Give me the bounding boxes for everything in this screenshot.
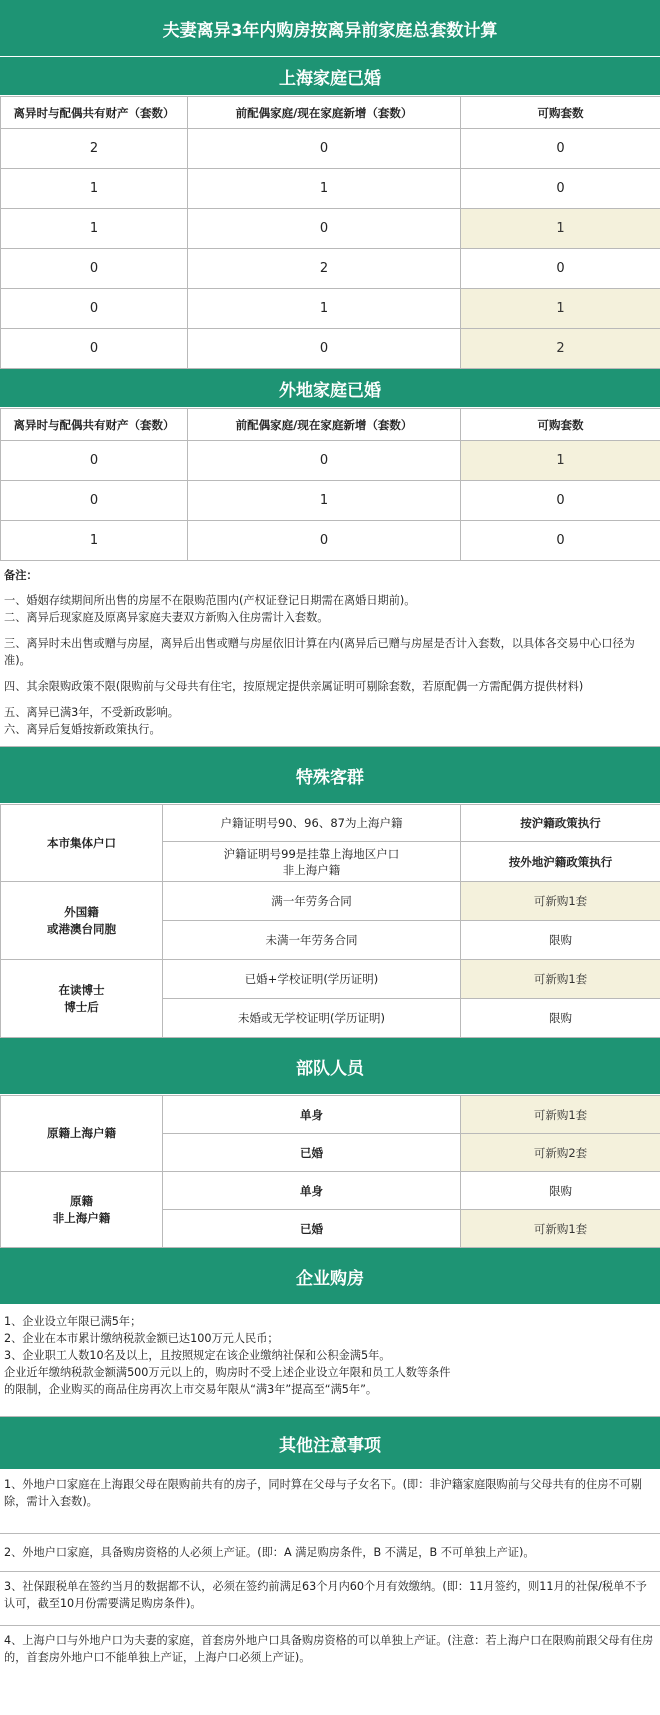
table-cell: 0 bbox=[1, 289, 188, 329]
corporate-line: 企业近年缴纳税款金额满500万元以上的，购房时不受上述企业设立年限和员工人数等条件 bbox=[4, 1366, 451, 1379]
column-header: 离异时与配偶共有财产（套数） bbox=[1, 97, 188, 129]
table-cell: 2 bbox=[1, 129, 188, 169]
column-header: 可购套数 bbox=[461, 97, 660, 129]
table-row bbox=[1, 329, 660, 369]
group-label-line: 在读博士 bbox=[58, 982, 105, 997]
result-cell-highlight: 可新购1套 bbox=[461, 1096, 660, 1134]
table-row bbox=[1, 481, 660, 521]
group-label: 本市集体户口 bbox=[1, 805, 163, 882]
table-cell: 0 bbox=[461, 169, 660, 209]
special-table bbox=[0, 804, 660, 1038]
table-cell: 1 bbox=[188, 481, 461, 521]
table-cell: 1 bbox=[1, 521, 188, 561]
group-label bbox=[1, 1172, 163, 1248]
table-row bbox=[1, 289, 660, 329]
table-row bbox=[1, 249, 660, 289]
other-item: 3、社保跟税单在签约当月的数据都不认，必须在签约前满足63个月内60个月有效缴纳。(即：11月签约，则11月的社保/税单不予认可，截至10月份需要满足购房条件)。 bbox=[0, 1572, 660, 1626]
table-cell: 1 bbox=[1, 209, 188, 249]
table-cell: 1 bbox=[188, 169, 461, 209]
table-row bbox=[1, 129, 660, 169]
group-label bbox=[1, 960, 163, 1038]
column-header: 前配偶家庭/现在家庭新增（套数） bbox=[188, 97, 461, 129]
result-cell-highlight: 可新购2套 bbox=[461, 1134, 660, 1172]
table-cell: 0 bbox=[1, 441, 188, 481]
table-row bbox=[1, 209, 660, 249]
corporate-line: 3、企业职工人数10名及以上，且按照规定在该企业缴纳社保和公积金满5年。 bbox=[4, 1349, 391, 1362]
corporate-block bbox=[0, 1305, 660, 1417]
condition-cell: 单身 bbox=[163, 1172, 461, 1210]
section-heading-shanghai: 上海家庭已婚 bbox=[0, 57, 660, 96]
table-cell-highlight: 2 bbox=[461, 329, 660, 369]
table-cell: 0 bbox=[188, 129, 461, 169]
other-item: 2、外地户口家庭，具备购房资格的人必须上产证。(即：A 满足购房条件，B 不满足，B 不可单独上产证)。 bbox=[0, 1534, 660, 1572]
note-item: 五、离异已满3年，不受新政影响。 bbox=[4, 706, 179, 719]
note-item: 一、婚姻存续期间所出售的房屋不在限购范围内(产权证登记日期需在离婚日期前)。 bbox=[4, 594, 416, 607]
result-cell: 限购 bbox=[461, 1172, 660, 1210]
condition-cell: 单身 bbox=[163, 1096, 461, 1134]
corporate-line: 1、企业设立年限已满5年； bbox=[4, 1315, 142, 1328]
table-row bbox=[1, 805, 660, 842]
condition-cell: 户籍证明号90、96、87为上海户籍 bbox=[163, 805, 461, 842]
group-label-line: 外国籍 bbox=[64, 904, 99, 919]
table-cell: 0 bbox=[461, 481, 660, 521]
condition-cell: 未满一年劳务合同 bbox=[163, 921, 461, 960]
note-item: 六、离异后复婚按新政策执行。 bbox=[4, 723, 161, 736]
condition-line: 非上海户籍 bbox=[282, 862, 341, 877]
table-header-row bbox=[1, 97, 660, 129]
column-header: 离异时与配偶共有财产（套数） bbox=[1, 409, 188, 441]
group-label-line: 或港澳台同胞 bbox=[47, 921, 116, 936]
column-header: 可购套数 bbox=[461, 409, 660, 441]
table-cell: 1 bbox=[188, 289, 461, 329]
table-row bbox=[1, 441, 660, 481]
column-header: 前配偶家庭/现在家庭新增（套数） bbox=[188, 409, 461, 441]
result-cell-highlight: 可新购1套 bbox=[461, 1210, 660, 1248]
table-row bbox=[1, 1172, 660, 1210]
condition-cell bbox=[163, 842, 461, 882]
nonlocal-table bbox=[0, 408, 660, 561]
table-cell: 1 bbox=[1, 169, 188, 209]
notes-block bbox=[0, 561, 660, 747]
section-heading-military: 部队人员 bbox=[0, 1038, 660, 1095]
note-item: 三、离异时未出售或赠与房屋，离异后出售或赠与房屋依旧计算在内(离异后已赠与房屋是否计入套数，以具体各交易中心口径为准)。 bbox=[4, 637, 635, 667]
notes-label: 备注： bbox=[4, 569, 38, 582]
condition-cell: 满一年劳务合同 bbox=[163, 882, 461, 921]
table-cell-highlight: 1 bbox=[461, 209, 660, 249]
table-cell: 0 bbox=[1, 481, 188, 521]
page-title: 夫妻离异3年内购房按离异前家庭总套数计算 bbox=[0, 0, 660, 57]
table-row bbox=[1, 521, 660, 561]
table-row bbox=[1, 882, 660, 921]
note-item: 四、其余限购政策不限(限购前与父母共有住宅，按原规定提供亲属证明可剔除套数，若原配偶一方需配偶方提供材料) bbox=[4, 680, 584, 693]
table-cell: 0 bbox=[461, 521, 660, 561]
group-label bbox=[1, 882, 163, 960]
result-cell-highlight: 可新购1套 bbox=[461, 882, 660, 921]
section-heading-other: 其他注意事项 bbox=[0, 1417, 660, 1470]
table-cell: 0 bbox=[188, 329, 461, 369]
table-header-row bbox=[1, 409, 660, 441]
condition-line: 沪籍证明号99是挂靠上海地区户口 bbox=[223, 846, 400, 861]
group-label: 原籍上海户籍 bbox=[1, 1096, 163, 1172]
table-cell: 0 bbox=[1, 329, 188, 369]
table-cell-highlight: 1 bbox=[461, 289, 660, 329]
table-cell: 0 bbox=[1, 249, 188, 289]
shanghai-table bbox=[0, 96, 660, 369]
section-heading-special: 特殊客群 bbox=[0, 747, 660, 804]
table-row bbox=[1, 1096, 660, 1134]
condition-cell: 已婚 bbox=[163, 1210, 461, 1248]
group-label-line: 原籍 bbox=[70, 1193, 93, 1208]
result-cell: 限购 bbox=[461, 921, 660, 960]
result-cell: 限购 bbox=[461, 999, 660, 1038]
group-label-line: 非上海户籍 bbox=[52, 1210, 111, 1225]
condition-cell: 未婚或无学校证明(学历证明) bbox=[163, 999, 461, 1038]
military-table bbox=[0, 1095, 660, 1248]
result-cell-highlight: 可新购1套 bbox=[461, 960, 660, 999]
table-cell: 0 bbox=[188, 441, 461, 481]
condition-cell: 已婚+学校证明(学历证明) bbox=[163, 960, 461, 999]
group-label-line: 博士后 bbox=[64, 999, 99, 1014]
note-item: 二、离异后现家庭及原离异家庭夫妻双方新购入住房需计入套数。 bbox=[4, 611, 329, 624]
result-cell: 按外地沪籍政策执行 bbox=[461, 842, 660, 882]
corporate-line: 2、企业在本市累计缴纳税款金额已达100万元人民币； bbox=[4, 1332, 279, 1345]
table-cell-highlight: 1 bbox=[461, 441, 660, 481]
other-item: 1、外地户口家庭在上海跟父母在限购前共有的房子，同时算在父母与子女名下。(即：非沪籍家庭限购前与父母共有的住房不可剔除，需计入套数)。 bbox=[0, 1470, 660, 1534]
section-heading-nonlocal: 外地家庭已婚 bbox=[0, 369, 660, 408]
table-cell: 0 bbox=[188, 209, 461, 249]
result-cell: 按沪籍政策执行 bbox=[461, 805, 660, 842]
condition-cell: 已婚 bbox=[163, 1134, 461, 1172]
corporate-line: 的限制，企业购买的商品住房再次上市交易年限从“满3年”提高至“满5年”。 bbox=[4, 1383, 378, 1396]
table-row bbox=[1, 960, 660, 999]
table-cell: 0 bbox=[461, 249, 660, 289]
other-item: 4、上海户口与外地户口为夫妻的家庭，首套房外地户口具备购房资格的可以单独上产证。(注意：若上海户口在限购前跟父母有住房的，首套房外地户口不能单独上产证，上海户口必须上产证)。 bbox=[4, 1634, 654, 1664]
section-heading-corporate: 企业购房 bbox=[0, 1248, 660, 1305]
table-cell: 0 bbox=[188, 521, 461, 561]
table-cell: 2 bbox=[188, 249, 461, 289]
table-cell: 0 bbox=[461, 129, 660, 169]
table-row bbox=[1, 169, 660, 209]
